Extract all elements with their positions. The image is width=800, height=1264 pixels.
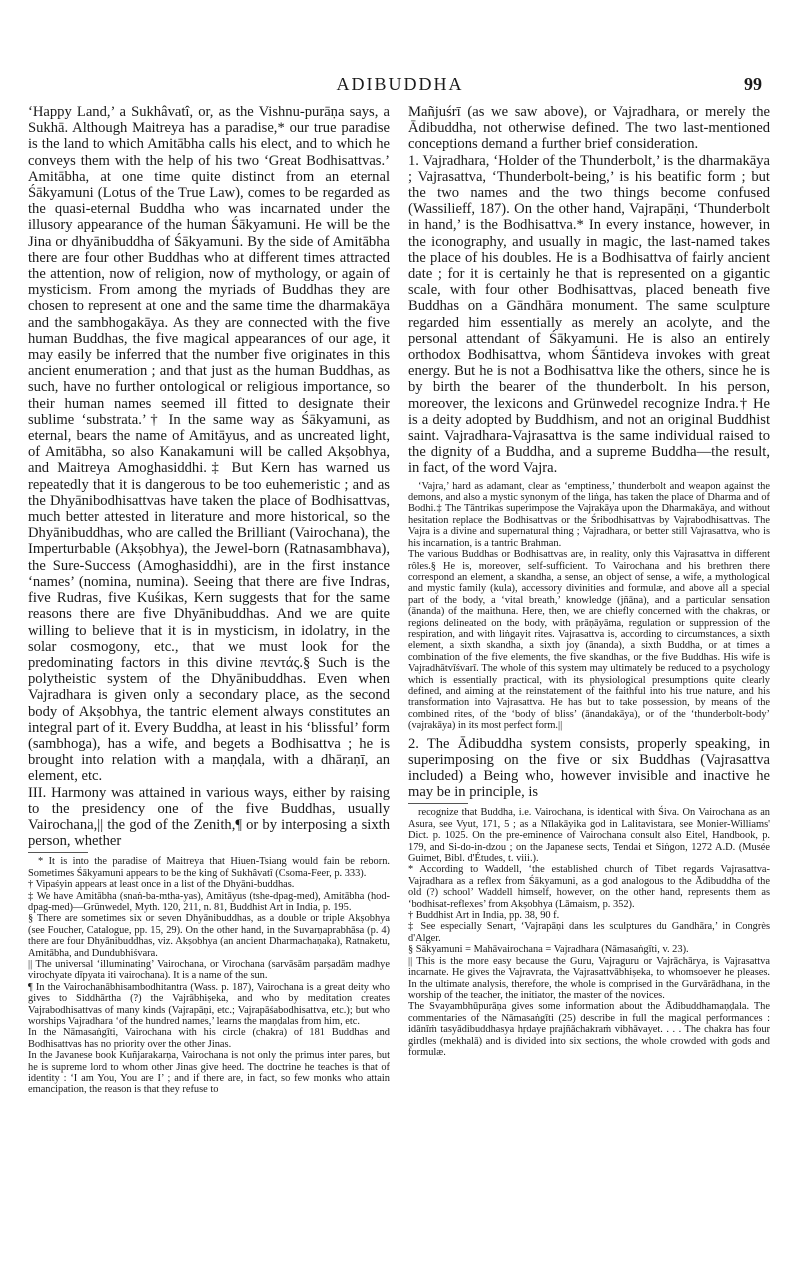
running-title: ADIBUDDHA (336, 74, 464, 94)
left-body-paragraphs: ‘Happy Land,’ a Sukhâvatî, or, as the Vishnu-purāṇa says, a Sukhā. Although Maitreya has a paradise,* our true paradise is the land to which Amitābha calls his elect, and to which he conveys them with the help of his two ‘Great Bodhisattvas.’ Amitābha, at one time quite distinct from an eternal Śākyamuni (Lotus of the True Law), comes to be regarded as the quasi-eternal Buddha who was incarnated under the illusory appearance of the human Śākyamuni. He will be the Jina or dhyānibuddha of Śākyamuni. By the side of Amitābha there are four other Buddhas who at different times attracted the attention, now of religion, now of mythology, or again of mysticism. From among the myriads of Buddhas they are chosen to represent at one and the same time the dharmakāya and the sambhogakāya. As they are connected with the five human Buddhas, the five magical appearances of our age, it may easily be inferred that the number five originates in this ancient enumeration ; and that just as the human Buddhas, as such, have no further ontological or religious importance, so their human names seemed ill fitted to designate their sublime ‘substrata.’† In the same way as Śākyamuni, as eternal, bears the name of Amitāyus, and as uncreated light, of Amitābha, so also Kanakamuni will be called Akṣobhya, and Maitreya Amoghasiddhi.‡ But Kern has warned us repeatedly that it is dangerous to be too euhemeristic ; and as the Dhyānibodhisattvas have taken the place of Bodhisattvas, much better attested in literature and more historical, so the Dhyānibuddhas, who are called the Brilliant (Vairochana), the Imperturbable (Akṣobhya), the Jewel-born (Ratnasambhava), the Sure-Success (Amoghasiddhi), are in the first instance ‘names’ (nomina, numina). Seeing that there are five Indras, five Rudras, five Kuśikas, Kern suggests that for the same reasons there are five Dhyānibuddhas. And we are quite willing to believe that it is in mysticism, in idolatry, in the solar cosmogony, etc., that we must look for the predominating factors in this divine πεντάς.§ Such is the polytheistic system of the Dhyānibuddhas. Even when Vajradhara is given only a secondary place, as the second body of Akṣobhya, the tantric element always constitutes an integral part of it. Every Buddha, at least in his ‘blissful’ form (sambhoga), has a wife, and begets a Bodhisattva ; he is brought into relation with a maṇḍala, with a dhāraṇī, an element, etc. III. Harmony was attained in various ways, either by raising to the presidency one of the five Buddhas, usually Vairochana,|| the god of the Zenith,¶ or by interposing a sixth person, whether (28, 104, 390, 850)
right-body-text (408, 104, 770, 477)
left-column (28, 104, 390, 1096)
page-number: 99 (744, 74, 762, 94)
right-column (408, 104, 770, 1058)
right-small-print (408, 481, 770, 732)
left-body-text (28, 104, 390, 849)
right-small-print-text: ‘Vajra,’ hard as adamant, clear as ‘emptiness,’ thunderbolt and weapon against the demons, and also a mystic synonym of the liṅga, has taken the place of Dharma and of Bodhi.‡ The Tāntrikas superimpose the Vajrakāya upon the Dharmakāya, and without hesitation replace the Bodhisattvas or the Śribodhisattvas by Vajrabodhisattvas. The Vajra is a divine and supernatural thing ; Vajradhara, or better still Vajrasattva, who is his incarnation, is a tantric Brahman. The various Buddhas or Bodhisattvas are, in reality, only this Vajrasattva in different rôles.§ He is, moreover, self-sufficient. To Vairochana and his brethren there correspond an element, a skandha, a sense, an object of sense, a wife, a mythological and mystic family (kula), accessory divinities and formulæ, and above all a special part of the body, a ‘vital breath,’ knowledge (jñāna), and a particular sensation (ānanda) of the maithuna. Here, then, we are chiefly concerned with the chakras, or regions delineated on the body, with prāṇāyāma, regulation or suppression of the respiration, and with liṅgayit rites. Vajrasattva is, according to circumstances, a sixth element, a sixth skandha, a sixth joy (ānanda), a sixth Buddha, or at times a combination of the five elements, the five skandhas, or the five Buddhas. His wife is Vajradhātvīśvarī. The whole of this system may ultimately be reduced to a psychology which is essentially practical, with its physiological presumptions quite clearly defined, and aiming at the reinstatement of the faithful into his true nature, and his transformation into Vajrasattva. He has but to take possession, by means of the combined rites, of the ‘body of bliss’ (ānandakāya), or of the ‘thunderbolt-body’ (vajrakāya) in its most perfect form.|| (408, 480, 770, 732)
right-footnote-text: recognize that Buddha, i.e. Vairochana, is identical with Śiva. On Vairochana as an Asura, see Vyut, 171, 5 ; as a Nīlakāyika god in Lalitavistara, see Monier-Williams' Dict. p. 1025. On the pre-eminence of Vairochana consult also Eitel, Handbook, p. 179, and Si-do-in-dzou ; on the Japanese sects, Tendai et Siṅgon, 1272 A.D. (Musée Guimet, Bibl. d'Études, t. viii.). * According to Waddell, ‘the established church of Tibet regards Vajrasattva-Vajradhara as a reflex from Śākyamuni, as a god analogous to the Ādibuddha of the old (?) school’ Waddell himself, however, on the other hand, represents them as ‘bodhisat-reflexes’ from Akṣobhya (Lāmaism, p. 352). † Buddhist Art in India, pp. 38, 90 f. ‡ See especially Senart, ‘Vajrapāṇi dans les sculptures du Gandhāra,’ in Congrès d'Alger. § Sākyamuni = Mahāvairochana = Vajradhara (Nāmasaṅgīti, v. 23). || This is the more easy because the Guru, Vajraguru or Vajrāchārya, is Vajrasattva incarnate. He gives the Vajravrata, the Vajrasattvābhiṣeka, to whomsoever he pleases. In the ultimate analysis, therefore, the whole is comprised in the Gurvārādhana, in the worship of the teacher, the initiator, the master of the novices. The Svayambhūpurāṇa gives some information about the Ādibuddhamaṇḍala. The commentaries of the Nāmasaṅgīti (25) describe in full the magical performances : idānīṁ tasyādibuddhasya hṛdaye prajñāchakraṁ vibhāvayet. . . . The chakra has four girdles (mekhalā) and is divided into six sections, the whole crowded with gods and formulæ. (408, 807, 770, 1058)
left-footnotes (28, 856, 390, 1096)
right-body-text-2 (408, 736, 770, 801)
left-footnote-text: * It is into the paradise of Maitreya that Hiuen-Tsiang would fain be reborn. Sometimes Śākyamuni appears to be the king of Sukhâvatî (Csoma-Feer, p. 333). † Vipaśyin appears at least once in a list of the Dhyāni-buddhas. ‡ We have Amitābha (snaṅ-ba-mtha-yas), Amitāyus (tshe-dpag-med), Amitābha (hod-dpag-med)—Grünwedel, Myth. 120, 211, n. 81, Buddhist Art in India, p. 195. § There are sometimes six or seven Dhyānibuddhas, as a double or triple Akṣobhya (see Foucher, Catalogue, pp. 15, 29). On the other hand, in the Suvarṇaprabhāsa (p. 4) there are four Dhyānibuddhas, viz. Akṣobhya (an ancient Dharmachaṇaka), Ratnaketu, Amitābha, and Dundubhiśvara. || The universal ‘illuminating’ Vairochana, or Virochana (sarvāsām parṣadām madhye virochyate dīpyata iti vairochana). It is a name of the sun. ¶ In the Vairochanābhisambodhitantra (Wass. p. 187), Vairochana is a great deity who gives to Siddhārtha (?) the Vajrābhiṣeka, and who by meditation creates Vajrabodhisattvas of many kinds (Vajrapāṇi, etc.; Vajrapāśabodhisattva, etc.); but who worships Vajradhara ‘of the hundred names,’ learns the maṇḍalas from him, etc. In the Nāmasaṅgīti, Vairochana with his circle (chakra) of 181 Buddhas and Bodhisattvas has no priority over the other Jinas. In the Javanese book Kuñjarakarṇa, Vairochana is not only the primus inter pares, but he is supreme lord to whom other Jinas give heed. The doctrine he teaches is that of identity : ‘I am You, You are I’ ; and if there are, in fact, so few monks who attain emancipation, the reason is that they refuse to (28, 856, 390, 1096)
right-footnotes (408, 807, 770, 1058)
footnote-rule (28, 852, 88, 853)
page-header (30, 74, 770, 98)
right-body-paragraphs: Mañjuśrī (as we saw above), or Vajradhara, or merely the Ādibuddha, not otherwise defined. The two last-mentioned conceptions demand a further brief consideration. 1. Vajradhara, ‘Holder of the Thunderbolt,’ is the dharmakāya ; Vajrasattva, ‘Thunderbolt-being,’ is his beatific form ; but the two names and the two things become confused (Wassilieff, 187). On the other hand, Vajrapāṇi, ‘Thunderbolt in hand,’ is the Bodhisattva.* In every instance, however, in the iconography, and usually in magic, the last-named takes the place of his doubles. He is a Bodhisattva of fairly ancient date ; for it is certainly he that is represented on a gigantic scale, with four other Bodhisattvas, placed beneath five Buddhas on a Gāndhāra monument. The same sculpture regarded him essentially as merely an acolyte, and the personal attendant of Śākyamuni. He is also an entirely orthodox Bodhisattva, whom Śāntideva invokes with great energy. But he is not a Bodhisattva like the others, since he is by birth the bearer of the thunderbolt. In his person, moreover, the lexicons and Grünwedel recognize Indra.† He is a deity adopted by Buddhism, and not an original Buddhist saint. Vajradhara-Vajrasattva is the same individual raised to the dignity of a Buddha, and a supreme Buddha—the result, in fact, of the word Vajra. (408, 104, 770, 477)
footnote-rule-right (408, 803, 468, 804)
right-body-paragraph-2: 2. The Ādibuddha system consists, properly speaking, in superimposing on the five or six Buddhas (Vajrasattva included) a Being who, however invisible and inactive he may be in principle, is (408, 735, 770, 801)
